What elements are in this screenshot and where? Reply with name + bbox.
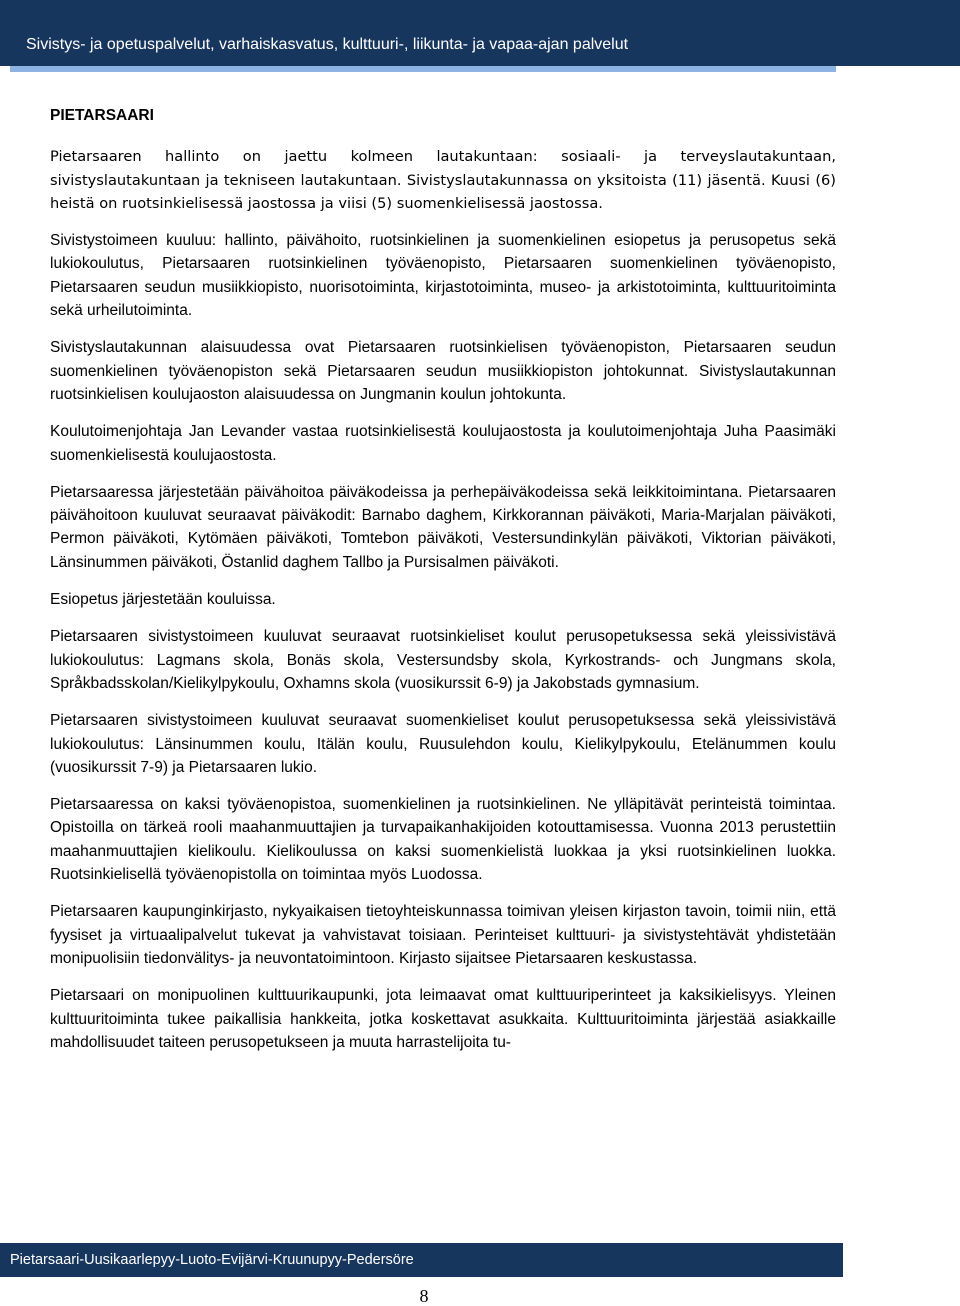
paragraph: Pietarsaaren kaupunginkirjasto, nykyaikaisen tietoyhteiskunnassa toimivan yleisen kirjaston tavoin, toimii niin, että fyysiset ja virtuaalipalvelut tukevat ja vahvistavat toisiaan. Perinteiset kulttuuri- ja sivistystehtävät yhdistetään monipuolisiin tiedonvälitys- ja neuvontatoimintoon. Kirjasto sijaitsee Pietarsaaren keskustassa. xyxy=(50,903,836,967)
page-number: 8 xyxy=(419,1286,429,1306)
paragraph: Esiopetus järjestetään kouluissa. xyxy=(50,591,276,609)
document-body xyxy=(50,100,836,1054)
paragraph: Pietarsaaressa järjestetään päivähoitoa päiväkodeissa ja perhepäiväkodeissa sekä leikkitoimintana. Pietarsaaren päivähoitoon kuuluvat seuraavat päiväkodit: Barnabo daghem, Kirkkorannan päiväkoti, Maria-Marjalan päiväkoti, Permon päiväkoti, Kytömäen päiväkoti, Tomtebon päiväkoti, Vestersundinkylän päiväkoti, Viktorian päiväkoti, Länsinummen päiväkoti, Östanlid daghem Tallbo ja Pursisalmen päiväkoti. xyxy=(50,483,836,571)
footer-bar xyxy=(0,1243,843,1277)
paragraph: Pietarsaaren sivistystoimeen kuuluvat seuraavat suomenkieliset koulut perusopetuksessa sekä yleissivistävä lukiokoulutus: Länsinummen koulu, Itälän koulu, Ruusulehdon koulu, Kielikylpykoulu, Etelänummen koulu (vuosikurssit 7-9) ja Pietarsaaren lukio. xyxy=(50,712,836,776)
header-title: Sivistys- ja opetuspalvelut, varhaiskasvatus, kulttuuri-, liikunta- ja vapaa-ajan palvelut xyxy=(26,36,629,53)
header-accent-stripe xyxy=(10,66,836,72)
paragraph: Pietarsaaren hallinto on jaettu kolmeen lautakuntaan: sosiaali- ja terveyslautakuntaan, sivistyslautakuntaan ja tekniseen lautakuntaan. Sivistyslautakunnassa on yksitoista (11) jäsentä. Kuusi (6) heistä on ruotsinkielisessä jaostossa ja viisi (5) suomenkielisessä jaostossa. xyxy=(50,148,836,212)
paragraph: Sivistyslautakunnan alaisuudessa ovat Pietarsaaren ruotsinkielisen työväenopiston, Pietarsaaren seudun suomenkielinen työväenopiston sekä Pietarsaaren seudun musiikkiopiston johtokunnat. Sivistyslautakunnan ruotsinkielisen koulujaoston alaisuudessa on Jungmanin koulun johtokunta. xyxy=(50,339,836,403)
paragraph: Pietarsaari on monipuolinen kulttuurikaupunki, jota leimaavat omat kulttuuriperinteet ja kaksikielisyys. Yleinen kulttuuritoiminta tukee paikallisia hankkeita, jotka koskettavat asukkaita. Kulttuuritoiminta järjestää asiakkaille mahdollisuudet taiteen perusopetukseen ja muuta harrastelijoita tu- xyxy=(50,987,836,1051)
paragraph: Koulutoimenjohtaja Jan Levander vastaa ruotsinkielisestä koulujaostosta ja koulutoimenjohtaja Juha Paasimäki suomenkielisestä koulujaostosta. xyxy=(50,423,836,464)
section-heading: PIETARSAARI xyxy=(50,107,154,124)
header-bar xyxy=(0,0,960,66)
paragraph: Pietarsaaressa on kaksi työväenopistoa, suomenkielinen ja ruotsinkielinen. Ne ylläpitävät perinteistä toimintaa. Opistoilla on tärkeä rooli maahanmuuttajien ja turvapaikanhakijoiden kotouttamisessa. Vuonna 2013 perustettiin maahanmuuttajien kielikoulu. Kielikoulussa on kaksi suomenkielistä luokkaa ja yksi ruotsinkielinen luokka. Ruotsinkielisellä työväenopistolla on toimintaa myös Luodossa. xyxy=(50,796,836,884)
paragraph: Sivistystoimeen kuuluu: hallinto, päivähoito, ruotsinkielinen ja suomenkielinen esiopetus ja perusopetus sekä lukiokoulutus, Pietarsaaren ruotsinkielinen työväenopisto, Pietarsaaren suomenkielinen työväenopisto, Pietarsaaren seudun musiikkiopisto, nuorisotoiminta, kirjastotoiminta, museo- ja arkistotoiminta, kulttuuritoiminta sekä urheilutoiminta. xyxy=(50,232,836,320)
paragraph: Pietarsaaren sivistystoimeen kuuluvat seuraavat ruotsinkieliset koulut perusopetuksessa sekä yleissivistävä lukiokoulutus: Lagmans skola, Bonäs skola, Vestersundsby skola, Kyrkostrands- och Jungmans skola, Språkbadsskolan/Kielikylpykoulu, Oxhamns skola (vuosikurssit 6-9) ja Jakobstads gymnasium. xyxy=(50,628,836,692)
footer-text: Pietarsaari-Uusikaarlepyy-Luoto-Evijärvi-Kruunupyy-Pedersöre xyxy=(10,1252,414,1268)
